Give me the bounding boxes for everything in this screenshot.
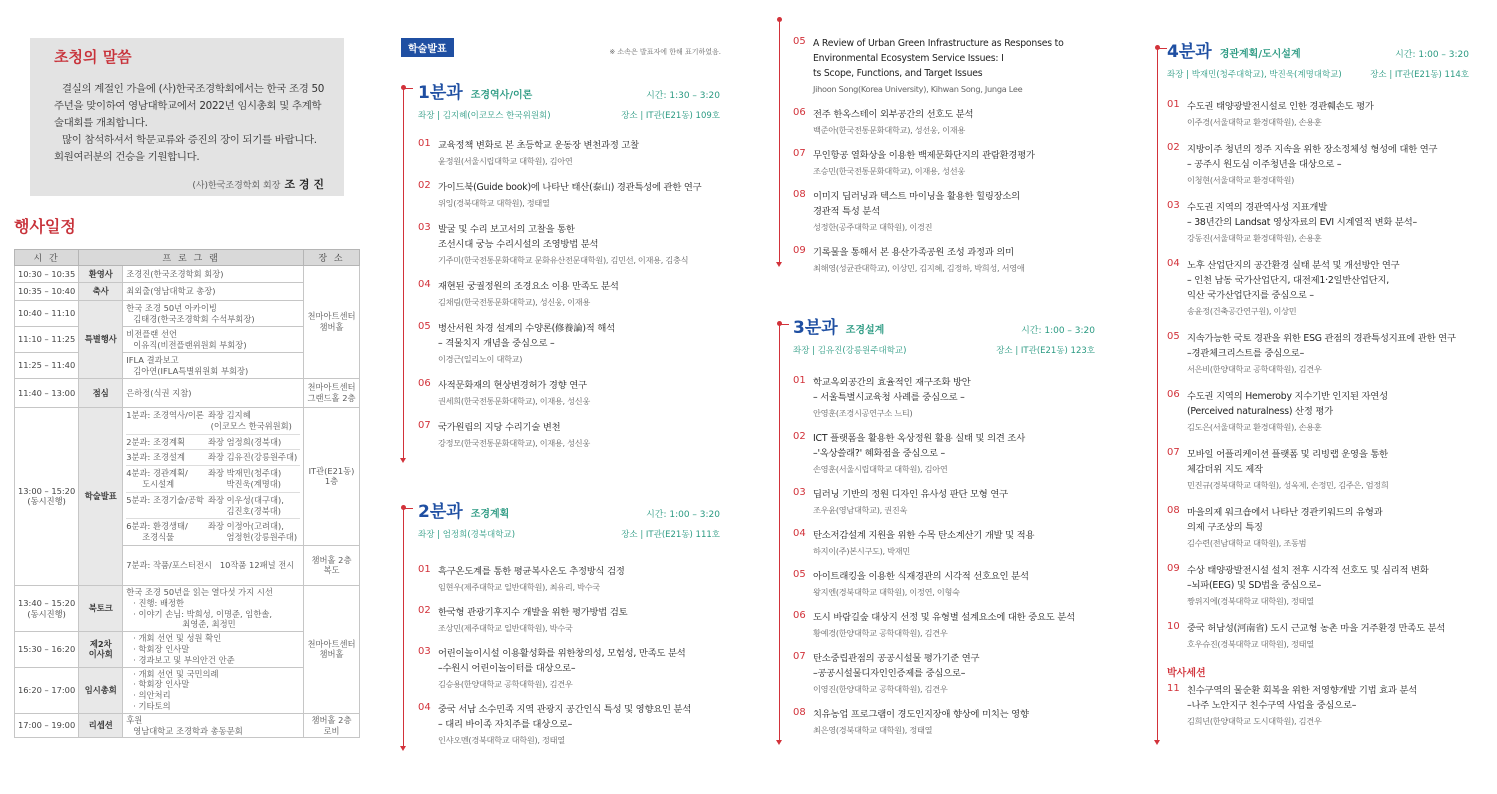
presentation-title: –뇌파(EEG) 및 SD법을 중심으로– — [1187, 580, 1322, 591]
presentation-item — [793, 375, 1095, 420]
presentation-authors: 왕지엔(경북대학교 대학원), 이정연, 이형숙 — [813, 587, 960, 597]
presentation-authors: 짱위지에(경북대학교 대학원), 정태열 — [1187, 596, 1314, 606]
column-header: 장 소 — [304, 250, 360, 266]
presentation-title: 탄소저감설계 지원을 위한 수목 탄소계산기 개발 및 적용 — [813, 530, 1035, 541]
presentation-title: 중국 서남 소수민족 지역 관광지 공간인식 특성 및 영향요인 분석 — [438, 704, 692, 715]
presentation-title: 무인항공 열화상을 이용한 백제문화단지의 관람환경평가 — [813, 150, 1035, 161]
presentation-title: 병산서원 차경 설계의 수양론(修養論)적 해석 — [438, 323, 615, 334]
presentation-item — [793, 107, 1093, 137]
presentation-number: 07 — [418, 420, 431, 431]
presentation-title: 사적문화재의 현상변경허가 경향 연구 — [438, 380, 587, 391]
session-1-line — [403, 88, 404, 460]
table-row: 11:40 – 13:00 점심 은하정(식권 지참) 천마아트센터 그랜드홀 2층 — [15, 379, 360, 408]
presentation-item — [793, 245, 1093, 275]
presentation-authors: 기주미(한국전통문화대학교 문화유산전문대학원), 김민선, 이재용, 김충식 — [438, 255, 689, 265]
presentation-item — [793, 569, 1095, 599]
presentation-authors: 김채림(한국전통문화대학교), 성신웅, 이재용 — [438, 297, 590, 307]
session-4-tick — [1157, 48, 1167, 49]
presentation-title: –공공시설물디자인인증제를 중심으로– — [813, 668, 966, 679]
presentation-title: – 서울특별시교육청 사례를 중심으로 – — [813, 392, 965, 403]
presentation-authors: 손영훈(서울시립대학교 대학원), 김아연 — [813, 464, 948, 474]
presentation-authors: 성정한(공주대학교 대학원), 이경진 — [813, 222, 933, 232]
schedule-title: 행사일정 — [14, 217, 76, 236]
presentation-title: 발굴 및 수리 보고서의 고찰을 통한 — [438, 224, 575, 235]
presentation-number: 03 — [418, 646, 431, 657]
presentation-title: – 38년간의 Landsat 영상자료의 EVI 시계열적 변화 분석– — [1187, 217, 1417, 228]
presentation-authors: 김승용(한양대학교 공학대학원), 김견우 — [438, 679, 573, 689]
presentation-number: 03 — [418, 222, 431, 233]
presentation-item — [418, 138, 720, 168]
table-row: 10:40 – 11:10 특별행사 한국 조경 50년 아카이빙 김태경(한국조경학회 수석부회장) — [15, 301, 360, 327]
presentation-title: 수도권 지역의 경관역사성 지표개발 — [1187, 202, 1327, 213]
presentation-title: 딥러닝 기반의 정원 디자인 유사성 판단 모형 연구 — [813, 489, 1008, 500]
presentation-item — [1167, 389, 1469, 434]
presentation-number: 08 — [1167, 505, 1180, 516]
presentation-number: 04 — [793, 528, 806, 539]
presentation-title: 도시 바람길숲 대상지 선정 및 유형별 설계요소에 대한 중요도 분석 — [813, 612, 1075, 623]
table-row: 16:20 – 17:00 임시총회 · 개회 선언 및 국민의례 · 학회장 인사말 · 의안처리 · 기타토의 — [15, 667, 360, 713]
presentation-authors: 안영훈(조경시공연구소 느티) — [813, 408, 913, 418]
presentation-title: –수원시 어린이놀이터를 대상으로– — [438, 663, 576, 674]
presentation-authors: 송윤정(건축공간연구원), 이상민 — [1187, 306, 1297, 316]
presentation-number: 07 — [1167, 447, 1180, 458]
table-row: 11:25 – 11:40 IFLA 결과보고 김아연(IFLA특별위원회 부회장) — [15, 353, 360, 379]
presentation-title: 학교옥외공간의 효율적인 재구조화 방안 — [813, 377, 971, 388]
session-chair: 좌장 | 김지혜(이코모스 한국위원회) — [418, 111, 551, 121]
presentation-authors: 김도은(서울대학교 환경대학원), 손용훈 — [1187, 422, 1322, 432]
column-header: 시 간 — [15, 250, 79, 266]
presentation-number: 05 — [793, 36, 806, 47]
presentation-title: 지방이주 청년의 정주 지속을 위한 장소정체성 형성에 대한 연구 — [1187, 144, 1438, 155]
presentation-number: 07 — [793, 148, 806, 159]
presentation-authors: 강동진(서울대학교 환경대학원), 손용훈 — [1187, 233, 1322, 243]
session-1: 1분과 조경역사/이론 시간: 1:30 – 3:20 좌장 | 김지혜(이코모스 한국위원회) 장소 | IT관(E21동) 109호 01 교육정책 변화로 본 초등학교 운동장 변천과정 고찰 윤정원(서울시립대학교 대학원), 김아연 02 가이드북(Guide book)에 나타난 태산(泰山) 경관특성에 관한 연구 위잉(경북대학교 대학원), 정태열 03 발굴 및 수리 보고서의 고찰을 통한 조선시대 궁능 수리시설의 조영방법 분석 기주미(한국전통문화대학교 문화유산전문대학원), 김민선, 이재용, 김충식 04 재현된 궁궐정원의 조경요소 이용 만족도 분석 김채림(한국전통문화대학교), 성신웅, 이재용 05 병산서원 차경 설계의 수양론(修養論)적 해석 – 격물치지 개념을 중심으로 – 이경근(일리노이 대학교) 06 사적문화재의 현상변경허가 경향 연구 권세희(한국전통문화대학교), 이재용, 성신웅 07 국가원림의 지당 수리기술 변천 강정모(한국전통문화대학교), 이재용, 성신웅 — [418, 83, 720, 448]
table-row: 13:40 – 15:20 (동시진행) 북토크 한국 조경 50년을 읽는 열다섯 가지 시선 · 진행: 배정한 · 이야기 손님: 박희성, 이명준, 임한솔, 최영준, 최정민 천마아트센터 챔버홀 — [15, 585, 360, 631]
presentation-authors: 이청현(서울대학교 환경대학원) — [1187, 175, 1295, 185]
presentation-item — [793, 148, 1093, 178]
presentation-item — [793, 431, 1095, 476]
presentation-item — [1167, 505, 1469, 550]
session-2-line — [403, 508, 404, 748]
session-1-tick — [403, 88, 413, 89]
presentation-item — [793, 36, 1093, 96]
presentation-title: 어린이놀이시설 이용활성화를 위한창의성, 모험성, 만족도 분석 — [438, 648, 686, 659]
presentation-item — [1167, 142, 1469, 187]
presentation-title: – 격물치지 개념을 중심으로 – — [438, 338, 555, 349]
session-chair: 좌장 | 김유진(강릉원주대학교) — [793, 346, 907, 356]
table-row: 10:30 – 10:35 환영사 조경진(한국조경학회 회장) 천마아트센터 챔버홀 — [15, 266, 360, 283]
presentation-title: (Perceived naturalness) 산정 평가 — [1187, 406, 1333, 417]
presentation-number: 07 — [793, 651, 806, 662]
presentation-item — [418, 279, 720, 309]
table-row: 13:00 – 15:20 (동시진행) 학술발표 1분과: 조경역사/이론 좌장 김지혜 (이코모스 한국위원회) 2분과: 조경계획 좌장 엄정희(경북대) 3분과: 조경설계 좌장 김유진(강릉원주대) 4분과: 경관계획/ 도시설계 좌장 박재민(청주대) 박진욱(계명대) 5분과: 조경기술/공학 좌장 이우성(대구대), 김진호(경북대) 6분과: 환경생태/ 조경식물 좌장 이정아(고려대), 엄정헌(강릉원주대) IT관(E21동) 1층 — [15, 408, 360, 546]
presentation-title: 의제 구조상의 특징 — [1187, 522, 1263, 533]
presentation-authors: 조우윤(영남대학교), 권진욱 — [813, 505, 908, 515]
presentation-title: A Review of Urban Green Infrastructure as Responses to — [813, 38, 1064, 49]
presentation-title: 한국형 관광기후지수 개발을 위한 평가방법 검토 — [438, 607, 628, 618]
schedule-table — [14, 249, 360, 738]
presentation-title: 교육정책 변화로 본 초등학교 운동장 변천과정 고찰 — [438, 140, 639, 151]
presentation-title: – 대리 바이족 자치주를 대상으로– — [438, 719, 573, 730]
invitation-box — [30, 38, 344, 196]
academic-badge: 학술발표 — [401, 38, 454, 57]
presentation-title: 전주 한옥스테이 외부공간의 선호도 분석 — [813, 109, 974, 120]
presentation-number: 03 — [1167, 200, 1180, 211]
session-1-list — [418, 138, 720, 450]
presentation-title: 마을의제 워크숍에서 나타난 경관키워드의 유형과 — [1187, 507, 1383, 518]
presentation-item — [1167, 99, 1469, 129]
session-room: 장소 | IT관(E21동) 111호 — [621, 530, 720, 540]
presentation-number: 05 — [418, 321, 431, 332]
presentation-title: –경관체크리스트를 중심으로– — [1187, 348, 1305, 359]
presentation-authors: 최은영(경북대학교 대학원), 정태열 — [813, 725, 933, 735]
session-2: 2분과 조경계획 시간: 1:00 – 3:20 좌장 | 엄정희(경북대학교) 장소 | IT관(E21동) 111호 01 흑구온도계를 통한 평균복사온도 추정방식 검정 임현우(제주대학교 일반대학원), 최유리, 박수국 02 한국형 관광기후지수 개발을 위한 평가방법 검토 조상민(제주대학교 일반대학원), 박수국 03 어린이놀이시설 이용활성화를 위한창의성, 모험성, 만족도 분석 –수원시 어린이놀이터를 대상으로– 김승용(한양대학교 공학대학원), 김견우 04 중국 서남 소수민족 지역 관광지 공간인식 특성 및 영향요인 분석 – 대리 바이족 자치주를 대상으로– 인샤오멘(경북대학교 대학원), 정태열 — [418, 502, 720, 745]
session-2-cont — [793, 36, 1093, 286]
presentation-number: 01 — [793, 375, 806, 386]
invitation-title: 초청의 말씀 — [54, 48, 132, 66]
presentation-authors: 민진규(경북대학교 대학원), 성욱제, 손정민, 김주은, 엄정희 — [1187, 480, 1389, 490]
presentation-title: 가이드북(Guide book)에 나타난 태산(泰山) 경관특성에 관한 연구 — [438, 182, 702, 193]
presentation-authors: 김수련(전남대학교 대학원), 조동범 — [1187, 538, 1307, 548]
venue-cell: 천마아트센터 챔버홀 — [304, 266, 360, 379]
presentation-authors: 강정모(한국전통문화대학교), 이재용, 성신웅 — [438, 438, 590, 448]
presentation-number: 05 — [1167, 331, 1180, 342]
presentation-item — [1167, 331, 1469, 376]
presentation-title: 익산 국가산업단지를 중심으로 – — [1187, 290, 1314, 301]
presentation-authors: 조상민(제주대학교 일반대학원), 박수국 — [438, 623, 573, 633]
presentation-item — [793, 528, 1095, 558]
presentation-item — [1167, 258, 1469, 318]
session-3-line — [779, 324, 780, 742]
presentation-title: – 인천 남동 국가산업단지, 대전제1·2일반산업단지, — [1187, 275, 1390, 286]
affiliation-note: ※ 소속은 발표자에 한해 표기하였음. — [609, 48, 721, 56]
presentation-authors: 김희년(한양대학교 도시대학원), 김견우 — [1187, 716, 1322, 726]
presentation-number: 06 — [793, 107, 806, 118]
presentation-number: 03 — [793, 487, 806, 498]
presentation-item — [418, 605, 720, 635]
presentation-number: 08 — [793, 707, 806, 718]
session-room: 장소 | IT관(E21동) 109호 — [621, 111, 720, 121]
session-4: 4분과 경관계획/도시설계 시간: 1:00 – 3:20 좌장 | 박재민(청주대학교), 박진욱(계명대학교) 장소 | IT관(E21동) 114호 01 수도권 태양광발전시설로 인한 경관훼손도 평가 이주경(서울대학교 환경대학원), 손용훈 02 지방이주 청년의 정주 지속을 위한 장소정체성 형성에 대한 연구 – 공주시 원도심 이주청년을 대상으로 – 이청현(서울대학교 환경대학원) 03 수도권 지역의 경관역사성 지표개발 – 38년간의 Landsat 영상자료의 EVI 시계열적 변화 분석– 강동진(서울대학교 환경대학원), 손용훈 04 노후 산업단지의 공간환경 실태 분석 및 개선방안 연구 – 인천 남동 국가산업단지, 대전제1·2일반산업단지, 익산 국가산업단지를 중심으로 – 송윤정(건축공간연구원), 이상민 05 지속가능한 국토 경관을 위한 ESG 관점의 경관특성지표에 관한 연구 –경관체크리스트를 중심으로– 서은비(한양대학교 공학대학원), 김견우 06 수도권 지역의 Hemeroby 지수기반 인지된 자연성 (Perceived naturalness) 산정 평가 김도은(서울대학교 환경대학원), 손용훈 07 모바일 어플리케이션 플랫폼 및 리빙랩 운영을 통한 체감더위 지도 제작 민진규(경북대학교 대학원), 성욱제, 손정민, 김주은, 엄정희 08 마을의제 워크숍에서 나타난 경관키워드의 유형과 의제 구조상의 특징 김수련(전남대학교 대학원), 조동범 09 수상 태양광발전시설 설치 전후 시각적 선호도 및 심리적 변화 –뇌파(EEG) 및 SD법을 중심으로– 짱위지에(경북대학교 대학원), 정태열 10 중국 허남성(河南省) 도시 근교형 농촌 마을 거주환경 만족도 분석 호우슈진(경북대학교 대학원), 정태열 박사세션 11 친수구역의 물순환 회복을 위한 저영향개발 기법 효과 분석 –나주 노안지구 친수구역 사업을 중심으로– 김희년(한양대학교 도시대학원), 김견우 — [1167, 42, 1469, 726]
presentation-title: 국가원림의 지당 수리기술 변천 — [438, 422, 561, 433]
presentation-authors: 윤정원(서울시립대학교 대학원), 김아연 — [438, 156, 573, 166]
session-2-cont-line — [779, 20, 780, 264]
presentation-item — [793, 610, 1095, 640]
presentation-number: 09 — [1167, 563, 1180, 574]
session-2-list — [418, 564, 720, 747]
session-room: 장소 | IT관(E21동) 123호 — [996, 346, 1095, 356]
presentation-authors: 위잉(경북대학교 대학원), 정태열 — [438, 198, 550, 208]
presentation-item — [1167, 683, 1469, 728]
session-chair: 좌장 | 엄정희(경북대학교) — [418, 530, 516, 540]
presentation-title: ts Scope, Functions, and Target Issues — [813, 68, 983, 79]
session-room: 장소 | IT관(E21동) 114호 — [1370, 70, 1469, 80]
presentation-authors: 이경근(일리노이 대학교) — [438, 354, 523, 364]
presentation-item — [418, 702, 720, 747]
invitation-paragraph: 결실의 계절인 가을에 (사)한국조경학회에서는 한국 조경 50주년을 맞이하여 영남대학교에서 2022년 임시총회 및 추계학술대회를 개최합니다. — [54, 83, 325, 129]
presentation-item — [418, 564, 720, 594]
presentation-title: Environmental Ecosystem Service Issues: I — [813, 53, 1004, 64]
presentation-number: 01 — [418, 564, 431, 575]
session-2-tick — [403, 508, 413, 509]
invitation-paragraph: 많이 참석하셔서 학문교류와 증진의 장이 되기를 바랍니다. 회원여러분의 건승을 기원합니다. — [54, 134, 317, 163]
presentation-title: 경관적 특성 분석 — [813, 206, 880, 217]
presentation-item — [793, 487, 1095, 517]
presentation-number: 02 — [793, 431, 806, 442]
presentation-number: 10 — [1167, 621, 1180, 632]
presentation-number: 06 — [1167, 389, 1180, 400]
presentation-number: 11 — [1167, 683, 1180, 694]
presentation-authors: 이영진(한양대학교 공학대학원), 김견우 — [813, 684, 948, 694]
presentation-authors: 백준아(한국전통문화대학교), 성선웅, 이재용 — [813, 125, 965, 135]
presentation-item — [1167, 447, 1469, 492]
presentation-number: 06 — [418, 378, 431, 389]
presentation-title: 수상 태양광발전시설 설치 전후 시각적 선호도 및 심리적 변화 — [1187, 565, 1429, 576]
table-row: 17:00 – 19:00 리셉션 후원 영남대학교 조경학과 총동문회 챔버홀 2층 로비 — [15, 713, 360, 738]
presentation-authors: 이주경(서울대학교 환경대학원), 손용훈 — [1187, 117, 1322, 127]
session-3-list — [793, 375, 1095, 737]
presentation-number: 01 — [1167, 99, 1180, 110]
presentation-title: 체감더위 지도 제작 — [1187, 464, 1263, 475]
presentation-title: 기록물을 통해서 본 용산가족공원 조성 과정과 의미 — [813, 247, 1014, 258]
presentation-authors: 서은비(한양대학교 공학대학원), 김견우 — [1187, 364, 1322, 374]
session-3-tick — [779, 324, 789, 325]
presentation-item — [418, 222, 720, 267]
presentation-title: 노후 산업단지의 공간환경 실태 분석 및 개선방안 연구 — [1187, 260, 1400, 271]
presentation-authors: 임현우(제주대학교 일반대학원), 최유리, 박수국 — [438, 582, 600, 592]
session-2-cont-list — [793, 36, 1093, 275]
presentation-title: – 공주시 원도심 이주청년을 대상으로 – — [1187, 159, 1342, 170]
presentation-authors: 호우슈진(경북대학교 대학원), 정태열 — [1187, 639, 1314, 649]
presentation-title: –'옥상쓸래?' 혜화점을 중심으로 – — [813, 448, 945, 459]
presentation-title: 재현된 궁궐정원의 조경요소 이용 만족도 분석 — [438, 281, 619, 292]
presentation-authors: 최해영(성균관대학교), 이상민, 김지혜, 김정하, 박희성, 서영애 — [813, 263, 1025, 273]
presentation-title: 수도권 지역의 Hemeroby 지수기반 인지된 자연성 — [1187, 391, 1388, 402]
presentation-title: 조선시대 궁능 수리시설의 조영방법 분석 — [438, 239, 599, 250]
presentation-item — [418, 646, 720, 691]
presentation-number: 04 — [418, 702, 431, 713]
presentation-title: 아이트래킹을 이용한 식재경관의 시각적 선호요인 분석 — [813, 571, 1029, 582]
presentation-number: 02 — [418, 180, 431, 191]
presentation-title: 치유농업 프로그램이 경도인지장애 향상에 미치는 영향 — [813, 709, 1029, 720]
presentation-number: 02 — [418, 605, 431, 616]
presentation-authors: 조승민(한국전통문화대학교), 이재용, 성선웅 — [813, 166, 965, 176]
session-4-list-2 — [1167, 683, 1469, 728]
presentation-title: 친수구역의 물순환 회복을 위한 저영향개발 기법 효과 분석 — [1187, 685, 1418, 696]
presentation-item — [418, 378, 720, 408]
table-row: 10:35 – 10:40 축사 최외출(영남대학교 총장) — [15, 283, 360, 301]
table-row: 11:10 – 11:25 비전플랜 선언 이유직(비전플랜위원회 부회장) — [15, 327, 360, 353]
presentation-authors: Jihoon Song(Korea University), Kihwan Song, Junga Lee — [813, 84, 1023, 94]
presentation-title: 탄소중립관점의 공공시설물 평가기준 연구 — [813, 653, 980, 664]
table-row: 15:30 – 16:20 제2차 이사회 · 개회 선언 및 성원 확인 · 학회장 인사말 · 경과보고 및 부의안건 안준 — [15, 632, 360, 667]
presentation-authors: 황예경(한양대학교 공학대학원), 김견우 — [813, 628, 948, 638]
presentation-number: 01 — [418, 138, 431, 149]
academic-header — [401, 38, 721, 57]
session-3: 3분과 조경설계 시간: 1:00 – 3:20 좌장 | 김유진(강릉원주대학교) 장소 | IT관(E21동) 123호 01 학교옥외공간의 효율적인 재구조화 방안 – 서울특별시교육청 사례를 중심으로 – 안영훈(조경시공연구소 느티) 02 ICT 플랫폼을 활용한 옥상정원 활용 실태 및 의견 조사 –'옥상쓸래?' 혜화점을 중심으로 – 손영훈(서울시립대학교 대학원), 김아연 03 딥러닝 기반의 정원 디자인 유사성 판단 모형 연구 조우윤(영남대학교), 권진욱 04 탄소저감설계 지원을 위한 수목 탄소계산기 개발 및 적용 하지이(주)본시구도), 박재민 05 아이트래킹을 이용한 식재경관의 시각적 선호요인 분석 왕지엔(경북대학교 대학원), 이정연, 이형숙 06 도시 바람길숲 대상지 선정 및 유형별 설계요소에 대한 중요도 분석 황예경(한양대학교 공학대학원), 김견우 07 탄소중립관점의 공공시설물 평가기준 연구 –공공시설물디자인인증제를 중심으로– 이영진(한양대학교 공학대학원), 김견우 08 치유농업 프로그램이 경도인지장애 향상에 미치는 영향 최은영(경북대학교 대학원), 정태열 — [793, 318, 1095, 735]
presentation-title: 모바일 어플리케이션 플랫폼 및 리빙랩 운영을 통한 — [1187, 449, 1388, 460]
presentation-title: 수도권 태양광발전시설로 인한 경관훼손도 평가 — [1187, 101, 1374, 112]
presentation-item — [1167, 200, 1469, 245]
presentation-item — [793, 189, 1093, 234]
presentation-title: 이미지 딥러닝과 텍스트 마이닝을 활용한 힐링장소의 — [813, 191, 1020, 202]
presentation-item — [418, 180, 720, 210]
column-header: 프 로 그 램 — [79, 250, 304, 266]
presentation-number: 05 — [793, 569, 806, 580]
presentation-authors: 권세희(한국전통문화대학교), 이재용, 성신웅 — [438, 396, 590, 406]
session-4-line — [1157, 48, 1158, 742]
presentation-item — [1167, 563, 1469, 608]
presentation-item — [793, 651, 1095, 696]
presentation-number: 02 — [1167, 142, 1180, 153]
session-chair: 좌장 | 박재민(청주대학교), 박진욱(계명대학교) — [1167, 70, 1342, 80]
presentation-authors: 인샤오멘(경북대학교 대학원), 정태열 — [438, 735, 565, 745]
presentation-title: –나주 노안지구 친수구역 사업을 중심으로– — [1187, 700, 1357, 711]
presentation-authors: 하지이(주)본시구도), 박재민 — [813, 546, 910, 556]
presentation-title: 중국 허남성(河南省) 도시 근교형 농촌 마을 거주환경 만족도 분석 — [1187, 623, 1446, 634]
presentation-number: 04 — [1167, 258, 1180, 269]
presentation-title: 흑구온도계를 통한 평균복사온도 추정방식 검정 — [438, 566, 625, 577]
presentation-number: 06 — [793, 610, 806, 621]
presentation-item — [793, 707, 1095, 737]
presentation-title: ICT 플랫폼을 활용한 옥상정원 활용 실태 및 의견 조사 — [813, 433, 1025, 444]
presentation-item — [418, 321, 720, 366]
poster-session-label: 박사세션 — [1167, 668, 1206, 679]
table-row: 7분과: 작품/포스터전시 10작품 12패널 전시 챔버홀 2층 복도 — [15, 545, 360, 585]
presentation-number: 04 — [418, 279, 431, 290]
presentation-item — [418, 420, 720, 450]
presentation-item — [1167, 621, 1469, 651]
invitation-signature: (사)한국조경학회 회장 조 경 진 — [192, 178, 324, 191]
presentation-number: 08 — [793, 189, 806, 200]
presentation-number: 09 — [793, 245, 806, 256]
session-4-list — [1167, 99, 1469, 651]
presentation-title: 지속가능한 국토 경관을 위한 ESG 관점의 경관특성지표에 관한 연구 — [1187, 333, 1456, 344]
